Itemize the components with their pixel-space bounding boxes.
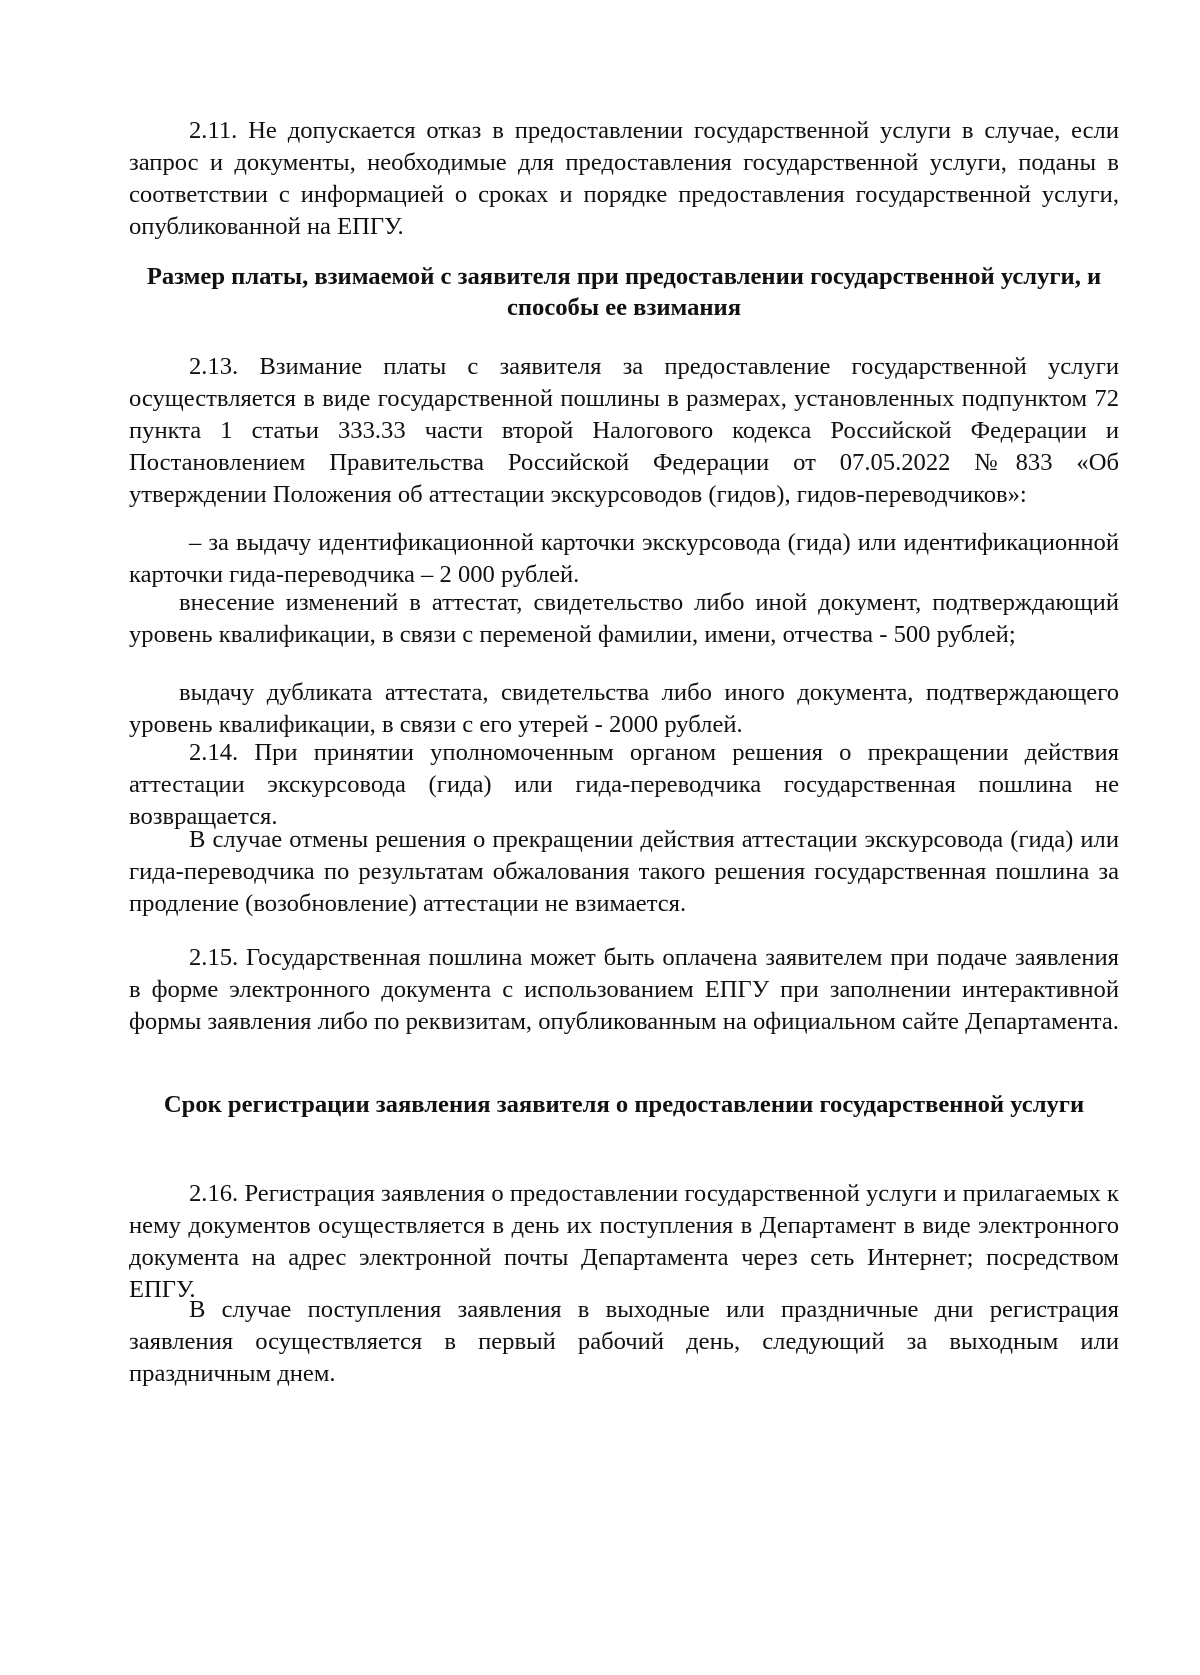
paragraph-2-11: 2.11. Не допускается отказ в предоставлении государственной услуги в случае, если запрос и документы, необходимые для предоставления государственной услуги, поданы в соответствии с информацией о сроках и порядке предоставления государственной услуги, опубликованной на ЕПГУ. [129,117,1119,240]
list-item-duplicate-fee: выдачу дубликата аттестата, свидетельства либо иного документа, подтверждающего уровень квалификации, в связи с его утерей - 2000 рублей. [129,679,1119,738]
paragraph-2-13: 2.13. Взимание платы с заявителя за предоставление государственной услуги осуществляется в виде государственной пошлины в размерах, установленных подпунктом 72 пункта 1 статьи 333.33 части второй Налогового кодекса Российской Федерации и Постановлением Правительства Российской Федерации от 07.05.2022 №833 «Об утверждении Положения об аттестации экскурсоводов (гидов), гидов-переводчиков»: [129,353,1119,508]
list-item-card-fee: – за выдачу идентификационной карточки экскурсовода (гида) или идентификационной карточки гида-переводчика – 2 000 рублей. [129,529,1119,588]
paragraph-2-14-cancel: В случае отмены решения о прекращении действия аттестации экскурсовода (гида) или гида-переводчика по результатам обжалования такого решения государственная пошлина за продление (возобновление) аттестации не взимается. [129,826,1119,917]
heading-registration: Срок регистрации заявления заявителя о предоставлении государственной услуги [163,1091,1085,1118]
paragraph-2-16: 2.16. Регистрация заявления о предоставлении государственной услуги и прилагаемых к нему документов осуществляется в день их поступления в Департамент в виде электронного документа на адрес электронной почты Департамента через сеть Интернет; посредством ЕПГУ. [129,1180,1119,1303]
paragraph-2-15: 2.15. Государственная пошлина может быть оплачена заявителем при подаче заявления в форме электронного документа с использованием ЕПГУ при заполнении интерактивной формы заявления либо по реквизитам, опубликованным на официальном сайте Департамента. [129,944,1119,1035]
paragraph-2-16-holidays: В случае поступления заявления в выходные или праздничные дни регистрация заявления осуществляется в первый рабочий день, следующий за выходным или праздничным днем. [129,1296,1119,1387]
list-item-changes-fee: внесение изменений в аттестат, свидетельство либо иной документ, подтверждающий уровень квалификации, в связи с переменой фамилии, имени, отчества - 500 рублей; [129,589,1119,648]
paragraph-2-14: 2.14. При принятии уполномоченным органом решения о прекращении действия аттестации экскурсовода (гида) или гида-переводчика государственная пошлина не возвращается. [129,739,1119,830]
heading-fee: Размер платы, взимаемой с заявителя при предоставлении государственной услуги, и способы ее взимания [146,263,1102,321]
